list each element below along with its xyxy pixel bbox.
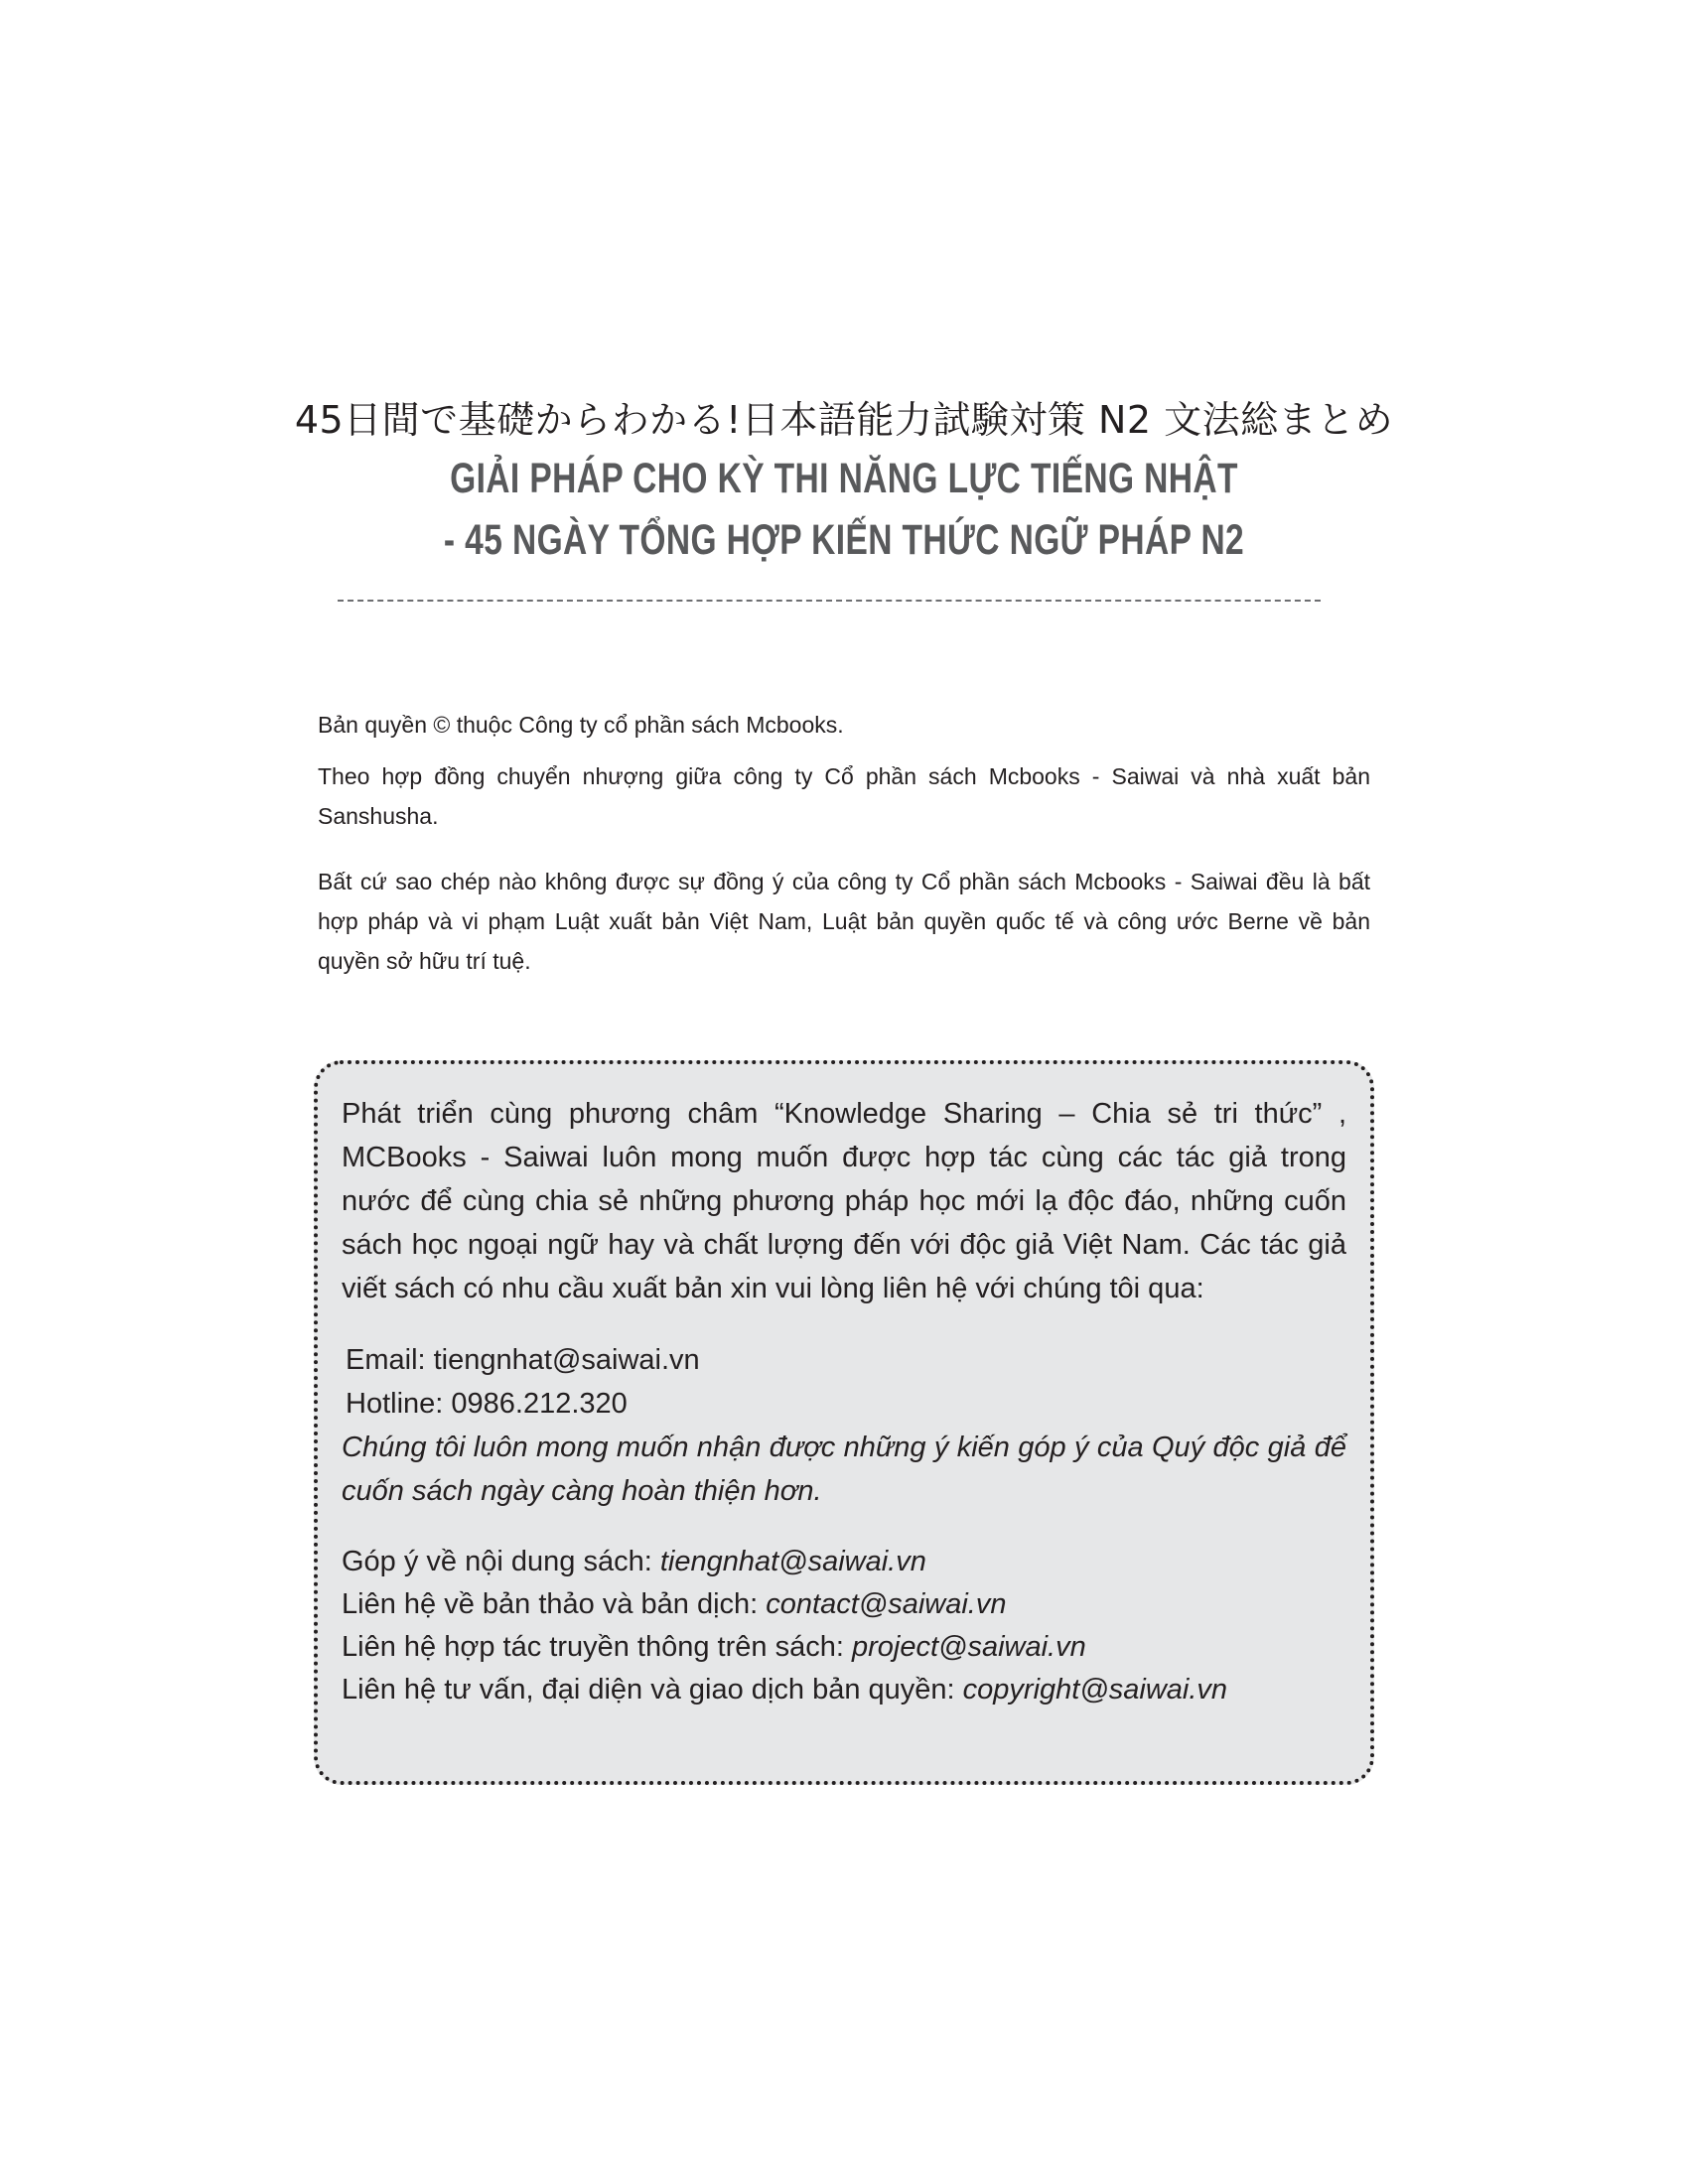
copyright-contract: Theo hợp đồng chuyển nhượng giữa công ty Cổ phần sách Mcbooks - Saiwai và nhà xuất bản Sanshusha.	[318, 763, 1370, 829]
info-intro: Phát triển cùng phương châm “Knowledge Sharing – Chia sẻ tri thức” , MCBooks - Saiwai luôn mong muốn được hợp tác cùng các tác giả trong nước để cùng chia sẻ những phương pháp học mới lạ độc đáo, những cuốn sách học ngoại ngữ hay và chất lượng đến với độc giả Việt Nam. Các tác giả viết sách có nhu cầu xuất bản xin vui lòng liên hệ với chúng tôi qua:	[342, 1098, 1346, 1304]
copyright-notice	[318, 705, 1370, 993]
contact-info-box	[314, 1060, 1374, 1785]
vietnamese-title-line-1: GIẢI PHÁP CHO KỲ THI NĂNG LỰC TIẾNG NHẬT	[450, 455, 1238, 502]
contact-media	[342, 1626, 1346, 1669]
title-divider	[338, 600, 1321, 602]
contact-label: Góp ý về nội dung sách:	[342, 1546, 652, 1577]
contact-address: project@saiwai.vn	[851, 1631, 1086, 1663]
hotline-contact: Hotline: 0986.212.320	[346, 1388, 628, 1420]
contact-copyright	[342, 1669, 1346, 1711]
japanese-title: 45日間で基礎からわかる!日本語能力試験対策 N2 文法総まとめ	[294, 398, 1394, 442]
contact-manuscript	[342, 1583, 1346, 1626]
contact-label: Liên hệ hợp tác truyền thông trên sách:	[342, 1631, 844, 1663]
contact-label: Liên hệ về bản thảo và bản dịch:	[342, 1588, 759, 1620]
vietnamese-title-line-2: - 45 NGÀY TỔNG HỢP KIẾN THỨC NGỮ PHÁP N2	[443, 516, 1245, 564]
copyright-owner: Bản quyền © thuộc Công ty cổ phần sách Mcbooks.	[318, 712, 844, 738]
contact-label: Liên hệ tư vấn, đại diện và giao dịch bản quyền:	[342, 1674, 955, 1706]
title-block	[0, 392, 1688, 571]
copyright-warning: Bất cứ sao chép nào không được sự đồng ý của công ty Cổ phần sách Mcbooks - Saiwai đều là bất hợp pháp và vi phạm Luật xuất bản Việt Nam, Luật bản quyền quốc tế và công ước Berne về bản quyền sở hữu trí tuệ.	[318, 869, 1370, 974]
contact-address: tiengnhat@saiwai.vn	[659, 1546, 926, 1577]
feedback-note: Chúng tôi luôn mong muốn nhận được những ý kiến góp ý của Quý độc giả để cuốn sách ngày càng hoàn thiện hơn.	[342, 1432, 1346, 1507]
contact-address: copyright@saiwai.vn	[962, 1674, 1228, 1706]
email-contact: Email: tiengnhat@saiwai.vn	[346, 1344, 700, 1376]
contact-content-feedback	[342, 1541, 1346, 1583]
contact-address: contact@saiwai.vn	[766, 1588, 1007, 1620]
